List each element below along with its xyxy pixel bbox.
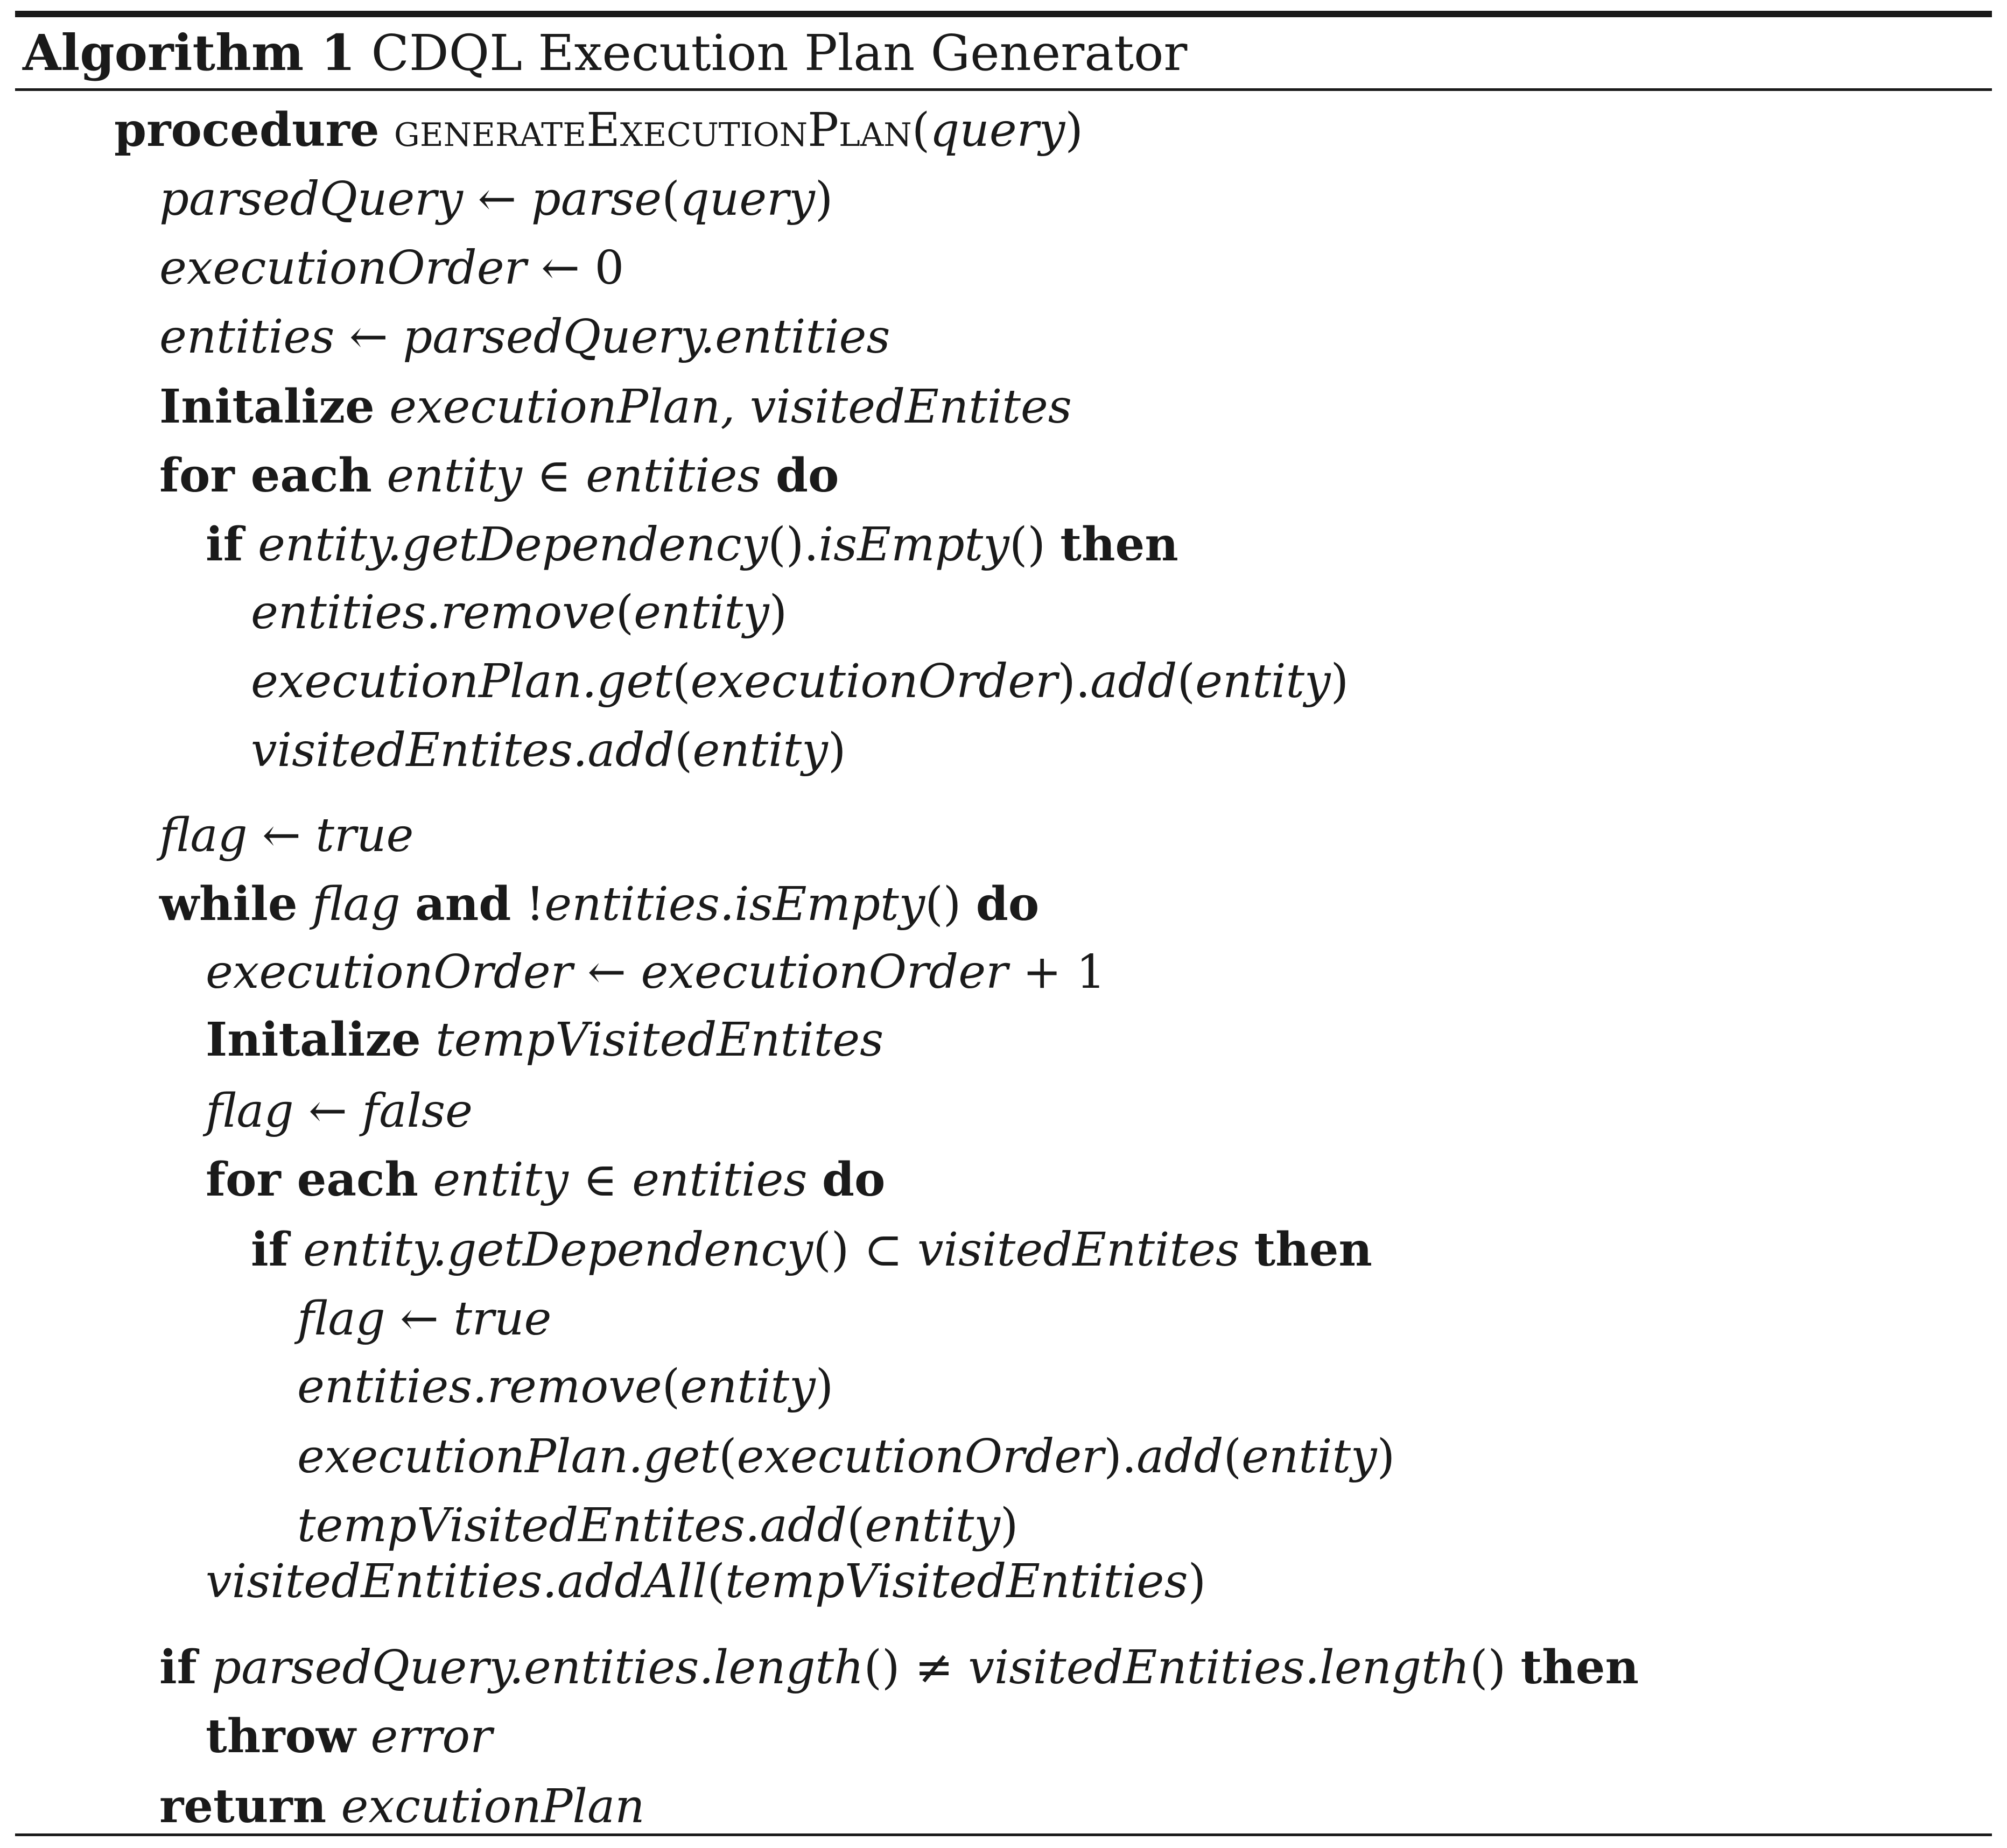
identifier: entity (433, 1153, 569, 1207)
keyword: Initalize (206, 1013, 421, 1067)
operator: ) (1330, 655, 1349, 708)
line-content (206, 510, 1178, 579)
identifier: query (679, 172, 815, 226)
operator (298, 877, 312, 931)
operator (380, 103, 394, 157)
line-content (159, 1633, 1639, 1702)
algorithm-top-rule (15, 11, 1992, 17)
identifier: flag (297, 1292, 385, 1346)
identifier: entity (1195, 655, 1331, 708)
operator: ) (1188, 1555, 1206, 1608)
identifier: entities (159, 310, 335, 364)
keyword: do (976, 877, 1040, 931)
line-content (297, 1284, 551, 1353)
identifier: entity.getDependency (303, 1223, 813, 1277)
line-content (206, 1547, 1206, 1616)
line-content (159, 303, 890, 371)
line-content (206, 1702, 492, 1771)
operator: () (1009, 518, 1061, 572)
operator: () ≠ (864, 1641, 969, 1695)
identifier: entities.isEmpty (544, 877, 925, 931)
line-content (251, 647, 1349, 716)
keyword: and (415, 877, 511, 931)
identifier: parsedQuery (159, 172, 463, 226)
identifier: error (370, 1710, 493, 1763)
line-content (251, 578, 787, 647)
identifier: add (1136, 1430, 1224, 1484)
identifier: tempVisitedEntites.add (297, 1499, 847, 1552)
operator: ( (674, 723, 693, 777)
operator: ). (1104, 1430, 1137, 1484)
operator: ) (769, 586, 788, 640)
keyword: for each (206, 1153, 418, 1207)
operator: ! (511, 877, 545, 931)
identifier: executionOrder (206, 945, 573, 999)
operator (418, 1153, 433, 1207)
keyword: then (1060, 517, 1178, 572)
keyword: while (159, 877, 298, 931)
operator (197, 1641, 212, 1695)
keyword: then (1520, 1640, 1639, 1695)
identifier: add (1090, 655, 1177, 708)
identifier: entity (634, 586, 769, 640)
line-content (114, 96, 1083, 165)
operator: ← (293, 1084, 362, 1138)
identifier: visitedEntites.add (251, 723, 675, 777)
operator: () (1470, 1641, 1521, 1695)
identifier: visitedEntities.length (968, 1641, 1470, 1695)
line-content (159, 870, 1039, 939)
line-content (251, 1215, 1372, 1284)
identifier: executionOrder (641, 945, 1008, 999)
identifier: entity (387, 449, 522, 503)
keyword: Initalize (159, 380, 375, 434)
line-content (159, 234, 624, 303)
operator (356, 1710, 370, 1763)
operator: ) (815, 1360, 834, 1414)
operator: + 1 (1008, 945, 1106, 999)
operator: ( (662, 1360, 680, 1414)
identifier: entity (680, 1360, 816, 1414)
line-content (251, 716, 846, 785)
identifier: entity (692, 723, 828, 777)
identifier: true (453, 1292, 552, 1346)
identifier: executionOrder (736, 1430, 1104, 1484)
identifier: entities (586, 449, 761, 503)
identifier: parsedQuery.entities.length (212, 1641, 864, 1695)
operator: ) (1000, 1499, 1019, 1552)
line-content (206, 1146, 885, 1214)
algorithm-title: CDQL Execution Plan Generator (371, 24, 1188, 82)
identifier: flag (312, 877, 401, 931)
algorithm-bottom-rule (15, 1833, 1992, 1836)
identifier: isEmpty (818, 518, 1009, 572)
line-content (297, 1352, 833, 1421)
identifier: entity (1241, 1430, 1377, 1484)
operator (761, 449, 776, 503)
line-content (159, 1772, 645, 1841)
identifier: executionOrder (690, 655, 1058, 708)
operator: ← (463, 172, 531, 226)
algorithm-label: Algorithm 1 (23, 24, 356, 82)
identifier: entity.getDependency (258, 518, 768, 572)
identifier: true (315, 809, 414, 862)
line-content (159, 373, 1072, 441)
identifier: parse (531, 172, 662, 226)
identifier: executionPlan.get (251, 655, 672, 708)
keyword: procedure (114, 103, 380, 157)
operator: () (925, 877, 976, 931)
operator (289, 1223, 303, 1277)
operator: (). (768, 518, 819, 572)
keyword: if (159, 1640, 197, 1695)
line-content (206, 1006, 883, 1074)
operator: ) (827, 723, 846, 777)
operator (372, 449, 387, 503)
identifier: flag (206, 1084, 294, 1138)
identifier: entities (632, 1153, 808, 1207)
line-content (206, 938, 1106, 1007)
identifier: flag (159, 809, 248, 862)
identifier: tempVisitedEntities (725, 1555, 1188, 1608)
operator (421, 1013, 436, 1067)
operator (326, 1780, 341, 1833)
operator: ( (846, 1499, 865, 1552)
operator: ← 0 (526, 241, 624, 295)
operator: ∈ (522, 449, 586, 503)
keyword: for each (159, 448, 372, 503)
operator (401, 877, 415, 931)
operator: ← (247, 809, 316, 862)
identifier: entities.remove (251, 586, 616, 640)
operator: ← (385, 1292, 454, 1346)
identifier: excutionPlan (341, 1780, 645, 1833)
identifier: query (930, 103, 1065, 157)
identifier: false (362, 1084, 473, 1138)
operator: () ⊂ (813, 1223, 918, 1277)
operator: ← (334, 310, 403, 364)
identifier: executionPlan.get (297, 1430, 719, 1484)
keyword: throw (206, 1709, 356, 1763)
operator: ( (911, 103, 930, 157)
line-content (297, 1422, 1395, 1491)
algorithm-caption (23, 18, 1187, 87)
identifier: executionOrder (159, 241, 527, 295)
operator: ( (707, 1555, 725, 1608)
operator: ∈ (568, 1153, 633, 1207)
keyword: then (1254, 1222, 1372, 1277)
operator: ) (815, 172, 833, 226)
keyword: if (251, 1222, 289, 1277)
operator (1239, 1223, 1254, 1277)
operator: ). (1057, 655, 1091, 708)
identifier: tempVisitedEntites (436, 1013, 884, 1067)
operator: ( (1223, 1430, 1242, 1484)
procedure-name: generateExecutionPlan (394, 103, 912, 157)
algorithm-caption-rule (15, 88, 1992, 91)
operator: ( (662, 172, 680, 226)
operator: ) (1065, 103, 1083, 157)
keyword: return (159, 1779, 327, 1833)
line-content (159, 165, 833, 234)
operator: ( (672, 655, 691, 708)
keyword: if (206, 517, 243, 572)
identifier: visitedEntites (917, 1223, 1240, 1277)
identifier: visitedEntities.addAll (206, 1555, 707, 1608)
operator: ( (1177, 655, 1196, 708)
operator (243, 518, 258, 572)
operator (375, 380, 389, 434)
line-content (159, 801, 413, 870)
operator: ( (615, 586, 634, 640)
identifier: executionPlan, visitedEntites (389, 380, 1072, 434)
identifier: parsedQuery.entities (403, 310, 890, 364)
identifier: entities.remove (297, 1360, 662, 1414)
line-content (159, 441, 839, 510)
identifier: entity (865, 1499, 1000, 1552)
operator: ) (1377, 1430, 1395, 1484)
keyword: do (822, 1153, 886, 1207)
line-content (206, 1077, 473, 1146)
operator: ← (572, 945, 641, 999)
operator (808, 1153, 822, 1207)
keyword: do (775, 448, 839, 503)
operator: ( (718, 1430, 737, 1484)
